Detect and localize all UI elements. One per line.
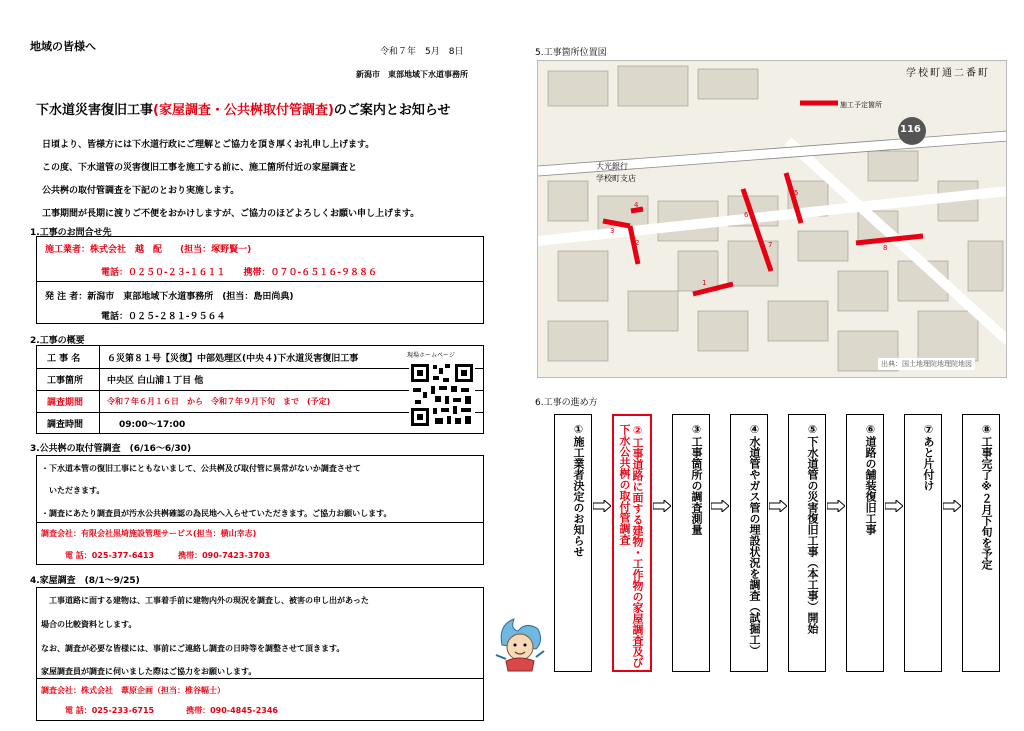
page-title: 下水道災害復旧工事(家屋調査・公共桝取付管調査)のご案内とお知らせ [36, 103, 451, 118]
map-legend: 施工予定箇所 [840, 101, 882, 109]
section-4-heading: 4.家屋調査 (8/1～9/25) [30, 576, 140, 586]
arrow-right-icon [943, 500, 961, 512]
summary-box: 工 事 名 ６災第８１号【災復】中部処理区(中央４)下水道災害復旧工事 工事箇所 中央区 白山浦１丁目 他 調査期間 令和７年６月１６日 から 令和７年９月下旬 まで (予定) 調査時間 09:00～17:00 現場ホームページ [36, 345, 484, 434]
step-2: ②工事道路に面する建物・工作物の家屋調査及び下水公共桝の取付管調査 [612, 414, 652, 672]
map-point-1: 1 [702, 279, 707, 287]
arrow-right-icon [769, 500, 787, 512]
map-point-2: 2 [635, 239, 640, 247]
step-4: ④水道管やガス管の埋設状況を調査（試掘工） [730, 414, 768, 672]
arrow-right-icon [593, 500, 611, 512]
map-town-label: 学校町通二番町 [906, 68, 990, 79]
section-2-heading: 2.工事の概要 [30, 336, 85, 346]
map-point-4: 4 [634, 201, 639, 209]
arrow-right-icon [653, 500, 671, 512]
arrow-right-icon [827, 500, 845, 512]
step-1: ①施工業者決定のお知らせ [554, 414, 592, 672]
location-map[interactable] [537, 60, 1007, 378]
section-5-heading: 5.工事箇所位置図 [535, 48, 607, 58]
house-survey-box: 工事道路に面する建物は、工事着手前に建物内外の現況を調査し、被害の申し出があった 場合の比較資料とします。 なお、調査が必要な皆様には、事前にご連絡し調査の日時等を調整させて頂きます。 家屋調査員が調査に伺いました際はご協力をお願いします。 調査会社：株式会社 葦原企画（担当：椎谷幅士） 電 話：025-233-6715 携帯：090-4845-2346 [36, 587, 484, 721]
bank-label-1: 大光銀行 [596, 162, 628, 171]
section-6-heading: 6.工事の進め方 [535, 398, 598, 408]
map-source: 出典：国土地理院地理院地図 [878, 358, 975, 370]
step-8: ⑧工事完了※２月下旬を予定 [962, 414, 1000, 672]
greeting: 地域の皆様へ [30, 40, 96, 53]
step-3: ③工事箇所の調査測量 [672, 414, 710, 672]
issuer: 新潟市 東部地域下水道事務所 [356, 70, 468, 79]
step-6: ⑥道路の舗装復旧工事 [846, 414, 884, 672]
route-number: 116 [900, 124, 921, 135]
map-point-7: 7 [768, 241, 773, 249]
map-drawing [538, 61, 1007, 378]
qr-code-icon[interactable] [409, 362, 475, 428]
mascot-icon [492, 615, 548, 673]
step-5: ⑤下水道管の災害復旧工事（本工事）開始 [788, 414, 826, 672]
intro: 日頃より、皆様方には下水道行政にご理解とご協力を頂き厚くお礼申し上げます。 この度、下水道管の災害復旧工事を施工する前に、施工箇所付近の家屋調査と 公共桝の取付管調査を下記のとおり実施します。 工事期間が長期に渡りご不便をおかけしますが、ご協力のほどよろしくお願い申し上げます。 [42, 140, 420, 219]
map-point-8: 8 [883, 244, 888, 252]
map-point-6: 6 [744, 211, 749, 219]
section-1-heading: 1.工事のお問合せ先 [30, 228, 112, 238]
map-point-5: 5 [794, 189, 799, 197]
catch-basin-box: ・下水道本管の復旧工事にともないまして、公共桝及び取付管に異常がないか調査させて いただきます。 ・調査にあたり調査員が汚水公共桝確認の為民地へ入らせていただきます。ご協力お願いします。 調査会社：有限会社黒埼施設管理サービス(担当：横山幸志) 電 話：025-377-6413 携帯：090-7423-3703 [36, 455, 484, 565]
section-3-heading: 3.公共桝の取付管調査 (6/16～6/30) [30, 444, 192, 454]
map-point-3: 3 [610, 227, 615, 235]
contact-box: 施工業者：株式会社 越 配 (担当：塚野賢一) 電話：０２５０-２３-１６１１ 携帯：０７０-６５１６-９８８６ 発 注 者：新潟市 東部地域下水道事務所 (担当：島田尚典) 電話：０２５-２８１-９５６４ [36, 236, 484, 324]
arrow-right-icon [711, 500, 729, 512]
step-7: ⑦あと片付け [904, 414, 942, 672]
bank-label-2: 学校町支店 [596, 174, 636, 183]
arrow-right-icon [885, 500, 903, 512]
date: 令和７年 5月 8日 [380, 47, 464, 57]
